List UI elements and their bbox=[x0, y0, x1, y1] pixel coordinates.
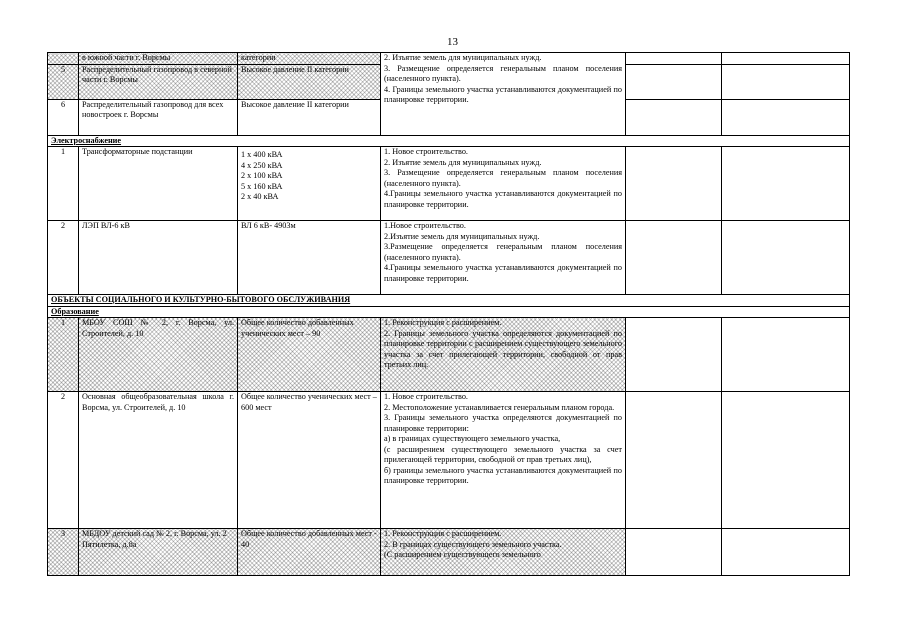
note-line: 1. Новое строительство. bbox=[384, 147, 468, 156]
row-number: 1 bbox=[48, 147, 79, 221]
note-line: 2. Местоположение устанавливается генеральным планом города. bbox=[384, 402, 615, 412]
object-name: ЛЭП ВЛ-6 кВ bbox=[79, 221, 238, 295]
row-number: 6 bbox=[48, 99, 79, 135]
object-name: МБДОУ детский сад № 2, г. Ворсма, ул. 2 Пятилетка, д.8а bbox=[79, 529, 238, 576]
row-number: 3 bbox=[48, 529, 79, 576]
table-row bbox=[48, 221, 850, 295]
table-row bbox=[48, 53, 850, 65]
note-line: 2. В границах существующего земельного участка. bbox=[384, 539, 562, 549]
object-notes bbox=[381, 221, 626, 295]
note-line: 1. Новое строительство. bbox=[384, 392, 468, 401]
row-number: 1 bbox=[48, 318, 79, 392]
empty-cell bbox=[722, 392, 850, 529]
empty-cell bbox=[722, 53, 850, 65]
empty-cell bbox=[722, 221, 850, 295]
object-notes bbox=[381, 318, 626, 392]
object-param bbox=[238, 147, 381, 221]
object-name: Трансформаторные подстанции bbox=[79, 147, 238, 221]
param-line: 4 х 250 кВА bbox=[241, 160, 283, 170]
note-line: 2. Изъятие земель для муниципальных нужд. bbox=[384, 157, 542, 167]
table-row bbox=[48, 147, 850, 221]
param-line: 2 х 100 кВА bbox=[241, 171, 283, 180]
empty-cell bbox=[626, 99, 722, 135]
object-notes bbox=[381, 392, 626, 529]
empty-cell bbox=[626, 529, 722, 576]
object-name: Распределительный газопровод в северной части г. Ворсмы bbox=[79, 64, 238, 99]
note-line: а) в границах существующего земельного участка, bbox=[384, 434, 561, 443]
empty-cell bbox=[626, 53, 722, 65]
note-line: 4.Границы земельного участка устанавливаются документацией по планировке территории. bbox=[384, 189, 622, 209]
note-line: 1. Реконструкция с расширением. bbox=[384, 318, 502, 327]
object-param: категории bbox=[238, 53, 381, 65]
empty-cell bbox=[722, 64, 850, 99]
empty-cell bbox=[626, 318, 722, 392]
section-title-social: ОБЪЕКТЫ СОЦИАЛЬНОГО И КУЛЬТУРНО-БЫТОВОГО ОБСЛУЖИВАНИЯ bbox=[48, 295, 850, 307]
empty-cell bbox=[626, 221, 722, 295]
section-title-education: Образование bbox=[48, 306, 850, 318]
object-notes bbox=[381, 147, 626, 221]
note-line: (С расширением существующего земельного bbox=[384, 550, 541, 559]
param-line: 2 х 40 кВА bbox=[241, 192, 279, 201]
object-param: Общее количество добавленных мест - 40 bbox=[238, 529, 381, 576]
section-row bbox=[48, 295, 850, 307]
table-row bbox=[48, 529, 850, 576]
empty-cell bbox=[626, 64, 722, 99]
note-line: 3. Размещение определяется генеральным планом поселения (населенного пункта). bbox=[384, 168, 622, 188]
section-row bbox=[48, 135, 850, 147]
param-line: 5 х 160 кВА bbox=[241, 181, 283, 191]
object-notes bbox=[381, 53, 626, 136]
param-line: 1 х 400 кВА bbox=[241, 150, 283, 159]
planning-table bbox=[47, 52, 850, 576]
note-line: 4. Границы земельного участка устанавливаются документацией по планировке территории. bbox=[384, 84, 622, 104]
object-param: ВЛ 6 кВ- 4903м bbox=[238, 221, 381, 295]
section-title-power: Электроснабжение bbox=[48, 135, 850, 147]
empty-cell bbox=[626, 147, 722, 221]
note-line: 4.Границы земельного участка устанавливаются документацией по планировке территории. bbox=[384, 263, 622, 283]
note-line: 3.Размещение определяется генеральным планом поселения (населенного пункта). bbox=[384, 242, 622, 262]
empty-cell bbox=[722, 99, 850, 135]
note-line: (с расширением существующего земельного участка за счет прилегающей территории, свободной от прав третьих лиц), bbox=[384, 444, 622, 464]
empty-cell bbox=[626, 392, 722, 529]
row-number bbox=[48, 53, 79, 65]
object-param: Общее количество ученических мест – 600 мест bbox=[238, 392, 381, 529]
object-name: МБОУ СОШ № 2, г. Ворсма, ул. Строителей, д. 10 bbox=[79, 318, 238, 392]
object-param: Высокое давление II категории bbox=[238, 64, 381, 99]
note-line: 2. Изъятие земель для муниципальных нужд. bbox=[384, 53, 542, 62]
page-number: 13 bbox=[447, 36, 458, 48]
note-line: 3. Границы земельного участка определяются документацией по планировке территории: bbox=[384, 413, 622, 433]
empty-cell bbox=[722, 147, 850, 221]
row-number: 2 bbox=[48, 392, 79, 529]
object-name: в южной части г. Ворсмы bbox=[79, 53, 238, 65]
table-row bbox=[48, 318, 850, 392]
note-line: 2. Границы земельного участка определяются документацией по планировке территории с расширением существующего земельного участка за счет прилегающей территории, свободной от прав третьих лиц. bbox=[384, 328, 622, 369]
empty-cell bbox=[722, 529, 850, 576]
note-line: 2.Изъятие земель для муниципальных нужд. bbox=[384, 231, 540, 241]
object-param: Общее количество добавленных ученических мест – 90 bbox=[238, 318, 381, 392]
object-param: Высокое давление II категории bbox=[238, 99, 381, 135]
table-row bbox=[48, 392, 850, 529]
object-name: Основная общеобразовательная школа г. Ворсма, ул. Строителей, д. 10 bbox=[79, 392, 238, 529]
object-notes bbox=[381, 529, 626, 576]
note-line: б) границы земельного участка устанавливаются документацией по планировке территории. bbox=[384, 465, 622, 485]
section-row bbox=[48, 306, 850, 318]
note-line: 1. Реконструкция с расширением. bbox=[384, 529, 502, 538]
empty-cell bbox=[722, 318, 850, 392]
note-line: 3. Размещение определяется генеральным планом поселения (населенного пункта). bbox=[384, 63, 622, 83]
note-line: 1.Новое строительство. bbox=[384, 221, 466, 230]
row-number: 5 bbox=[48, 64, 79, 99]
row-number: 2 bbox=[48, 221, 79, 295]
object-name: Распределительный газопровод для всех новостроек г. Ворсмы bbox=[79, 99, 238, 135]
